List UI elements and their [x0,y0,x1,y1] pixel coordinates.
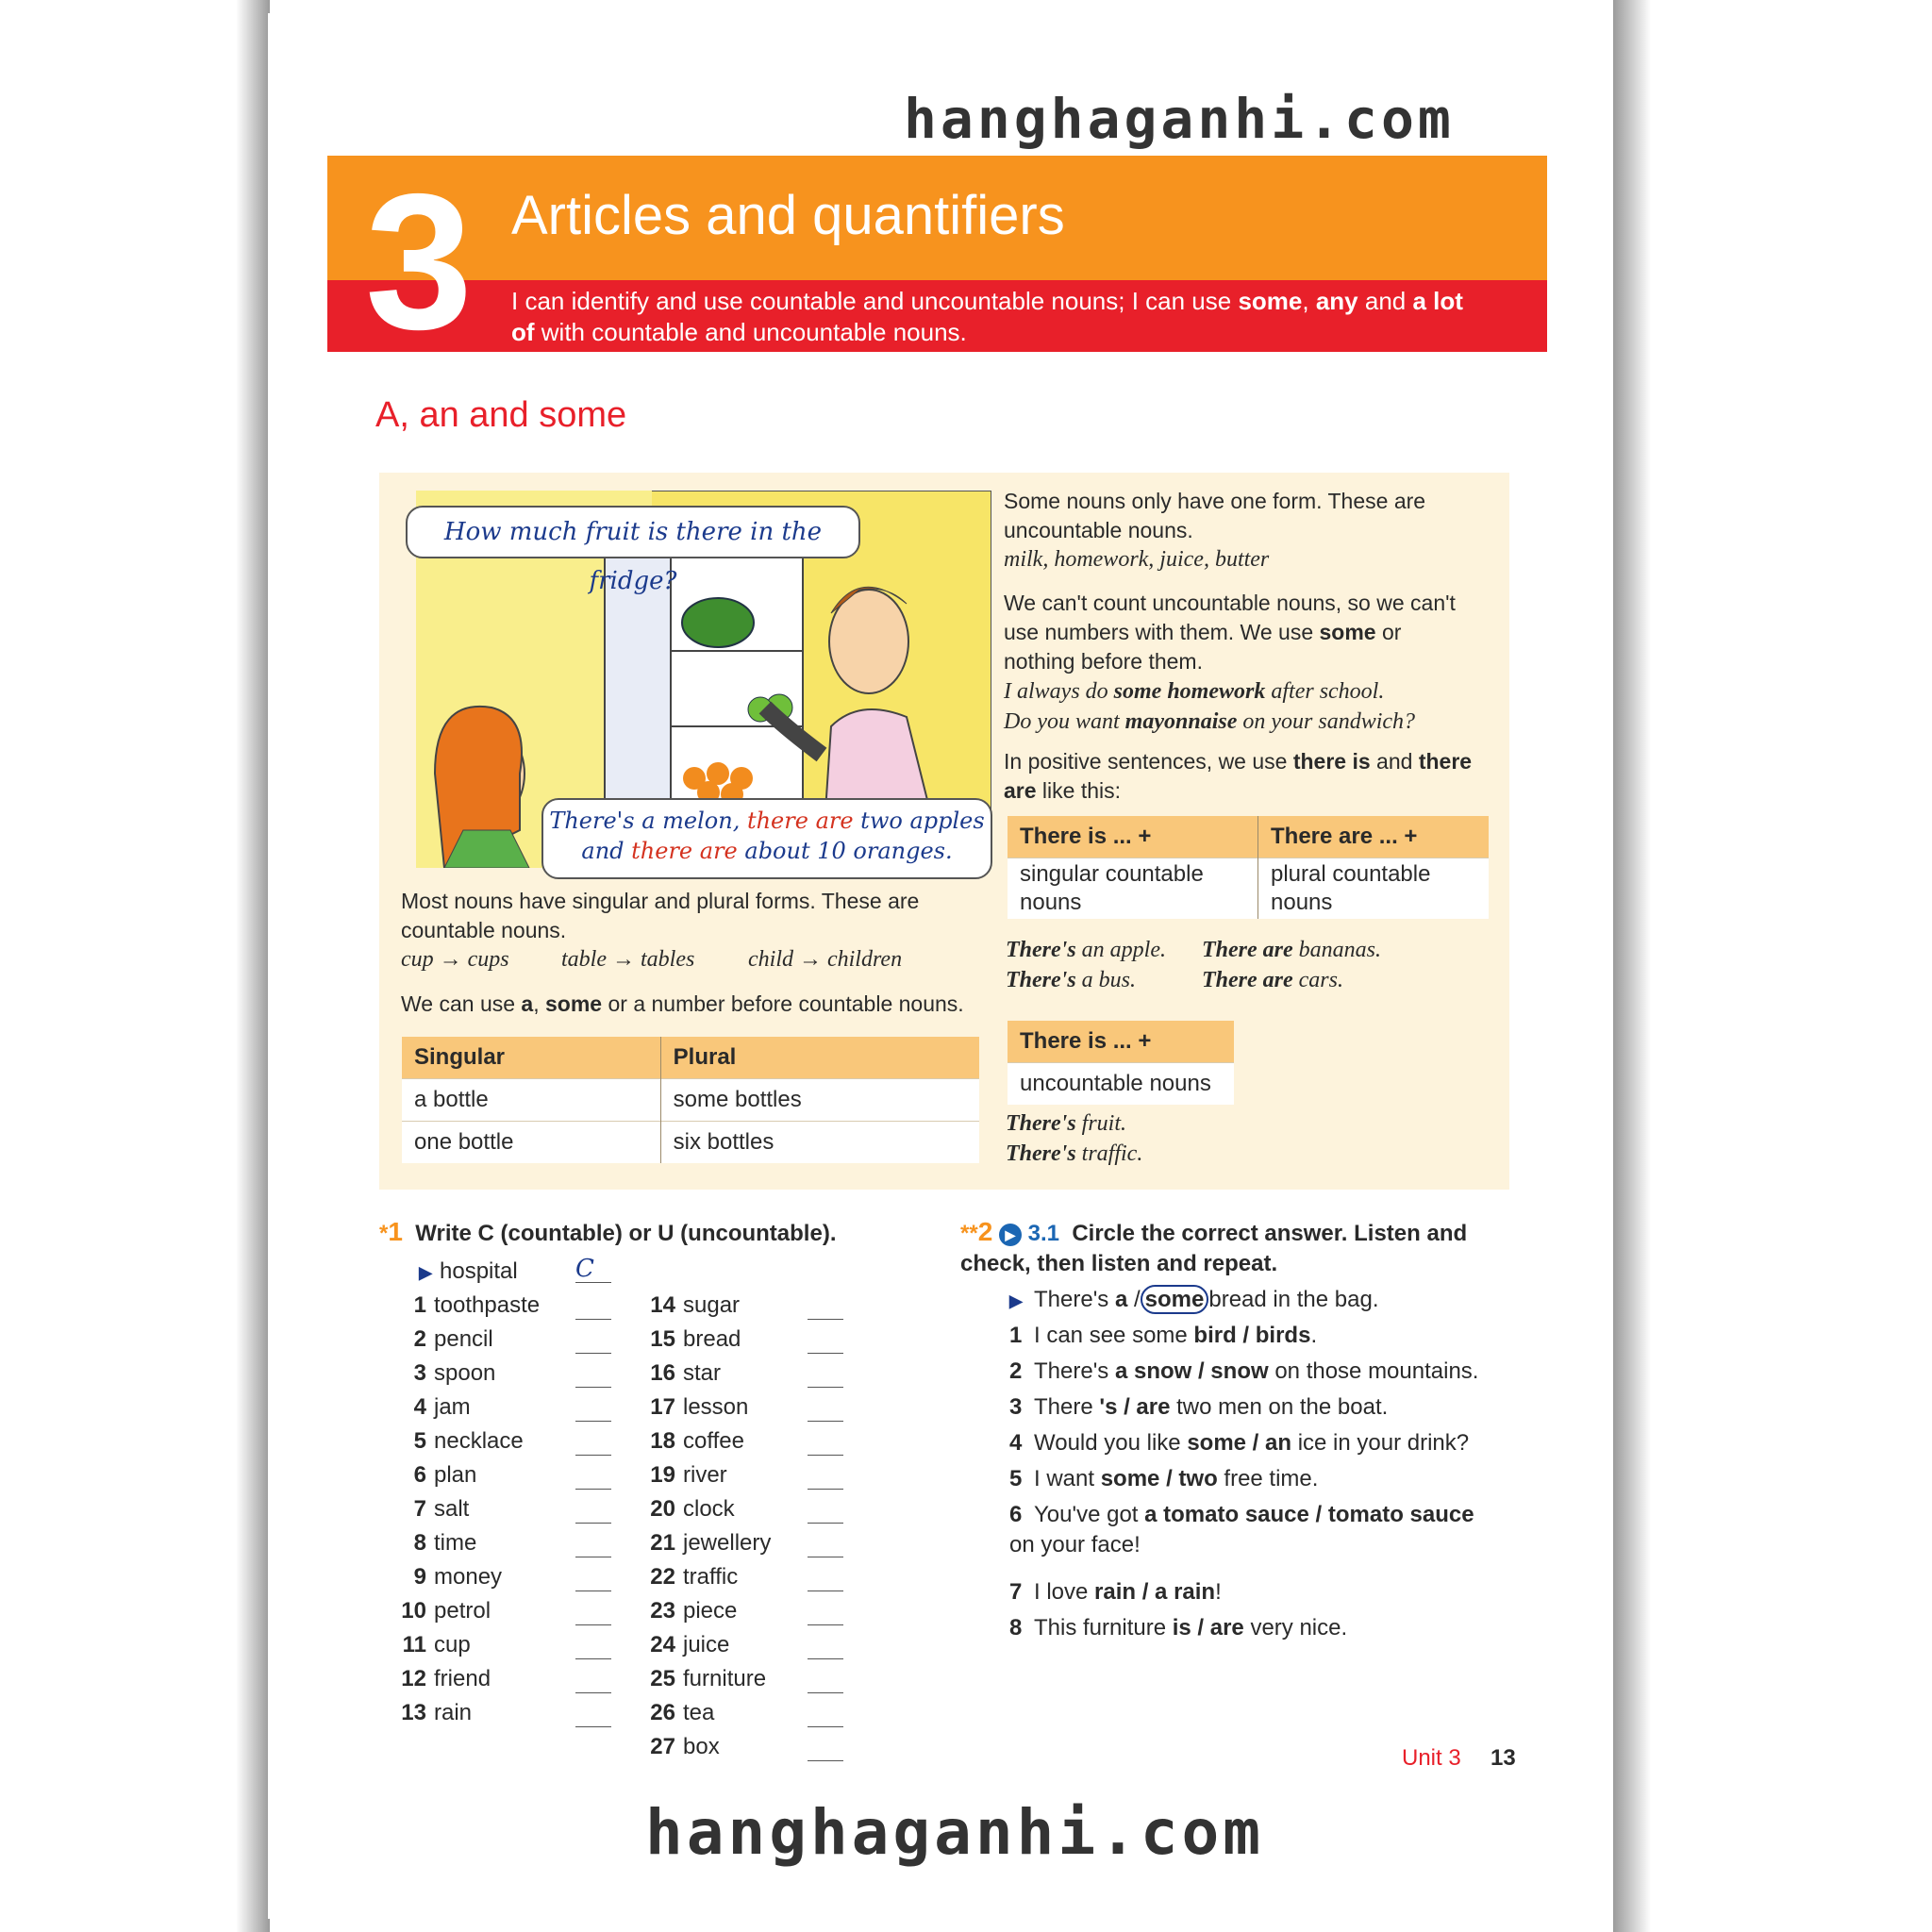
speech-bubble-question: How much fruit is there in the fridge? [406,506,860,558]
exercise-1-item: 21 jewellery [650,1530,772,1556]
exercise-1-item: 10 petrol [401,1598,491,1624]
exercise-1-item: 27 box [650,1734,720,1759]
answer-blank[interactable] [575,1670,611,1693]
exercise-2-item: 2 There's a snow / snow on those mountains. [1009,1358,1479,1384]
countable-example-1: cup → cups [401,947,509,972]
answer-blank[interactable] [575,1296,611,1320]
exercise-1-item: 11 cup [402,1632,471,1657]
unit-title: Articles and quantifiers [511,185,1065,246]
audio-play-icon[interactable]: ▶ [999,1224,1022,1246]
there-is-example-2: There's a bus. [1006,968,1137,992]
there-are-example-2: There are cars. [1202,968,1343,992]
exercise-2-heading: **2 ▶ 3.1 Circle the correct answer. Listen and check, then listen and repeat. [960,1217,1468,1276]
answer-blank[interactable] [575,1330,611,1354]
answer-blank[interactable] [808,1330,843,1354]
exercise-1-item: 12 friend [401,1666,491,1691]
exercise-1-item: 4 jam [413,1394,471,1420]
exercise-1-item: 8 time [413,1530,477,1556]
page-number: 13 [1491,1745,1516,1771]
unit-number: 3 [365,154,474,370]
exercise-1-item: 23 piece [650,1598,738,1624]
uncountable-example-3: Do you want mayonnaise on your sandwich? [1004,709,1416,734]
answer-blank[interactable] [575,1602,611,1625]
answer-blank[interactable] [808,1534,843,1557]
uncountable-example-2: I always do some homework after school. [1004,679,1385,704]
answer-blank[interactable] [808,1398,843,1422]
exercise-1-item: 14 sugar [650,1292,741,1318]
answer-blank[interactable] [575,1568,611,1591]
speech-bubble-answer: There's a melon, there are two apples and there are about 10 oranges. [541,798,992,879]
exercise-1-item: 7 salt [413,1496,470,1522]
exercise-2-example: ▶ There's a / some bread in the bag. [1009,1287,1379,1312]
exercise-1-item: 3 spoon [413,1360,496,1386]
answer-blank[interactable] [575,1534,611,1557]
uncountable-example-fruit: There's fruit. [1006,1111,1127,1136]
answer-choice[interactable]: some / an [1187,1430,1292,1456]
countable-example-2: table → tables [561,947,695,972]
exercise-1-item: 9 money [413,1564,503,1590]
there-is-are-table: There is ... + There are ... + singular countable nouns plural countable nouns [1008,816,1489,919]
answer-choice[interactable]: rain / a rain [1094,1579,1216,1605]
answer-blank[interactable] [808,1704,843,1727]
answer-choice[interactable]: is / are [1172,1615,1244,1641]
exercise-1-item: 6 plan [413,1462,477,1488]
answer-blank[interactable] [808,1738,843,1761]
exercise-1-item: 25 furniture [650,1666,767,1691]
footer-unit-label: Unit 3 [1402,1745,1461,1771]
exercise-2-item: 7 I love rain / a rain! [1009,1579,1222,1605]
uncountable-example-traffic: There's traffic. [1006,1141,1143,1166]
answer-blank[interactable] [808,1636,843,1659]
uncountable-rule-2: We can't count uncountable nouns, so we can't use numbers with them. We use some or nothing before them. [1004,591,1456,674]
exercise-1-item: 16 star [650,1360,722,1386]
countable-example-3: child → children [748,947,903,972]
answer-blank[interactable] [808,1602,843,1625]
exercise-2-item: 3 There 's / are two men on the boat. [1009,1394,1389,1420]
answer-choice[interactable]: some / two [1100,1466,1218,1491]
exercise-1-item: 20 clock [650,1496,735,1522]
exercise-1-item: 5 necklace [413,1428,524,1454]
answer-choice[interactable]: a snow / snow [1114,1358,1269,1384]
answer-blank[interactable] [575,1432,611,1456]
answer-choice[interactable]: a tomato sauce / tomato sauce [1144,1502,1474,1527]
exercise-1-item: 15 bread [650,1326,741,1352]
answer-blank[interactable] [808,1466,843,1490]
watermark-top: hanghaganhi.com [904,87,1455,151]
watermark-bottom: hanghaganhi.com [645,1796,1265,1869]
answer-choice[interactable]: bird / birds [1193,1323,1311,1348]
answer-blank[interactable] [575,1500,611,1524]
answer-blank[interactable] [575,1398,611,1422]
exercise-1-item: 13 rain [401,1700,473,1725]
answer-blank[interactable] [575,1636,611,1659]
exercise-1-item: 22 traffic [650,1564,739,1590]
textbook-page [268,13,1613,1919]
answer-blank[interactable] [808,1568,843,1591]
countable-rule-2: We can use a, some or a number before countable nouns. [401,991,964,1016]
countable-rule: Most nouns have singular and plural forms. These are countable nouns. [401,889,920,942]
exercise-2-item: 1 I can see some bird / birds. [1009,1323,1318,1348]
unit-banner [327,154,1547,370]
answer-choice[interactable]: 's / are [1099,1394,1171,1420]
uncountable-rule: Some nouns only have one form. These are uncountable nouns. [1004,489,1426,542]
exercise-1-item: 24 juice [650,1632,730,1657]
answer-blank[interactable] [575,1364,611,1388]
exercise-1-item: 19 river [650,1462,727,1488]
answer-blank[interactable] [808,1296,843,1320]
page-shadow-right [1613,0,1651,1932]
there-is-example-1: There's an apple. [1006,938,1166,962]
answer-blank[interactable] [575,1466,611,1490]
unit-objective: I can identify and use countable and uncountable nouns; I can use some, any and a lot of with countable and uncountable nouns. [511,287,1463,346]
exercise-2-item: 6 You've got a tomato sauce / tomato sauce on your face! [1009,1502,1474,1557]
singular-plural-table: Singular Plural a bottle some bottles one bottle six bottles [402,1037,979,1163]
exercise-1-heading: *1 Write C (countable) or U (uncountable). [379,1217,837,1246]
there-are-example-1: There are bananas. [1202,938,1381,962]
exercise-1-example: ▶ hospital [419,1258,518,1284]
answer-blank[interactable] [808,1432,843,1456]
exercise-1-item: 18 coffee [650,1428,744,1454]
answer-blank[interactable] [808,1670,843,1693]
section-heading: A, an and some [375,395,627,435]
exercise-1-example-answer: C [575,1255,594,1283]
exercise-2-item: 4 Would you like some / an ice in your drink? [1009,1430,1470,1456]
uncountable-example: milk, homework, juice, butter [1004,547,1270,572]
there-is-rule: In positive sentences, we use there is and there are like this: [1004,749,1473,803]
exercise-1-item: 26 tea [650,1700,715,1725]
exercise-2-item: 8 This furniture is / are very nice. [1009,1615,1348,1641]
exercise-1-item: 2 pencil [413,1326,493,1352]
answer-blank[interactable] [808,1500,843,1524]
page-shadow-left [236,0,270,1932]
uncountable-table: There is ... + uncountable nouns [1008,1021,1234,1105]
exercise-1-item: 17 lesson [650,1394,749,1420]
exercise-1-item: 1 toothpaste [413,1292,541,1318]
exercise-2-item: 5 I want some / two free time. [1009,1466,1319,1491]
answer-blank[interactable] [575,1704,611,1727]
answer-blank[interactable] [808,1364,843,1388]
